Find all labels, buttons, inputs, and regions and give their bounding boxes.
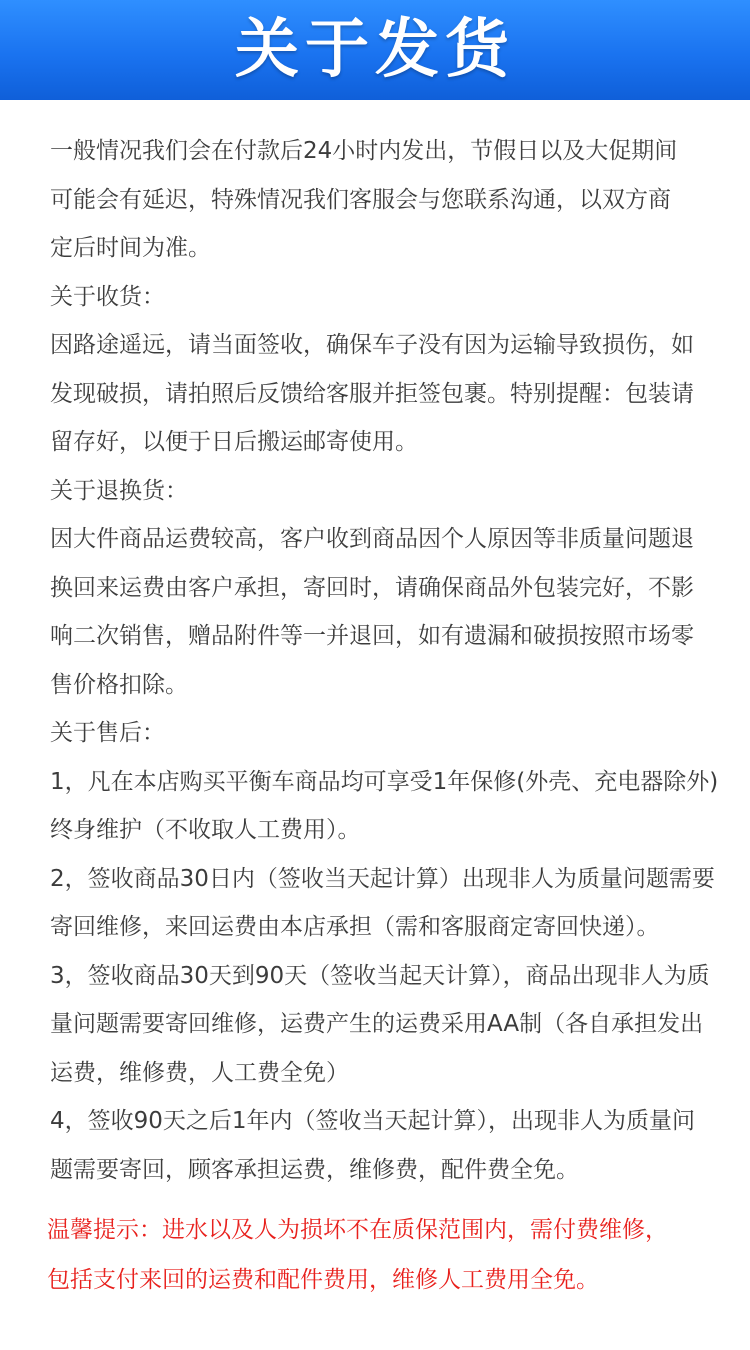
text-line: 响二次销售，赠品附件等一并退回，如有遗漏和破损按照市场零 <box>50 623 694 649</box>
text-line: 售价格扣除。 <box>50 671 188 698</box>
text-line: 留存好，以便于日后搬运邮寄使用。 <box>50 429 418 455</box>
text-line: 3，签收商品30天到90天（签收当起天计算），商品出现非人为质 <box>50 962 710 989</box>
warm-tip-notice <box>47 1205 747 1305</box>
text-line: 寄回维修，来回运费由本店承担（需和客服商定寄回快递）。 <box>50 914 660 940</box>
text-line: 题需要寄回，顾客承担运费，维修费，配件费全免。 <box>50 1156 579 1183</box>
text-line: 量问题需要寄回维修，运费产生的运费采用AA制（各自承担发出 <box>50 1011 704 1037</box>
notice-line: 温馨提示：进水以及人为损坏不在质保范围内，需付费维修， <box>47 1217 668 1243</box>
text-line: 1，凡在本店购买平衡车商品均可享受1年保修(外壳、充电器除外) <box>50 768 719 795</box>
section-heading-receiving: 关于收货： <box>50 283 165 310</box>
text-line: 可能会有延迟，特殊情况我们客服会与您联系沟通，以双方商 <box>50 186 671 213</box>
text-line: 终身维护（不收取人工费用）。 <box>50 817 361 843</box>
header-banner <box>0 0 750 100</box>
text-line: 因路途遥远，请当面签收，确保车子没有因为运输导致损伤，如 <box>50 332 694 358</box>
page-title: 关于发货 <box>235 13 515 87</box>
text-line: 2，签收商品30日内（签收当天起计算）出现非人为质量问题需要 <box>50 865 715 892</box>
text-line: 发现破损，请拍照后反馈给客服并拒签包裹。特别提醒：包装请 <box>50 380 694 407</box>
text-line: 换回来运费由客户承担，寄回时，请确保商品外包装完好，不影 <box>50 574 694 601</box>
text-line: 因大件商品运费较高，客户收到商品因个人原因等非质量问题退 <box>50 526 694 552</box>
notice-line: 包括支付来回的运费和配件费用，维修人工费用全免。 <box>47 1267 599 1293</box>
section-heading-after-sales: 关于售后： <box>50 720 165 746</box>
policy-text <box>50 127 740 1194</box>
section-heading-returns: 关于退换货： <box>50 477 188 504</box>
text-line: 运费，维修费，人工费全免） <box>50 1059 349 1086</box>
text-line: 定后时间为准。 <box>50 235 211 261</box>
text-line: 4，签收90天之后1年内（签收当天起计算），出现非人为质量问 <box>50 1108 696 1134</box>
text-line: 一般情况我们会在付款后24小时内发出，节假日以及大促期间 <box>50 138 678 164</box>
